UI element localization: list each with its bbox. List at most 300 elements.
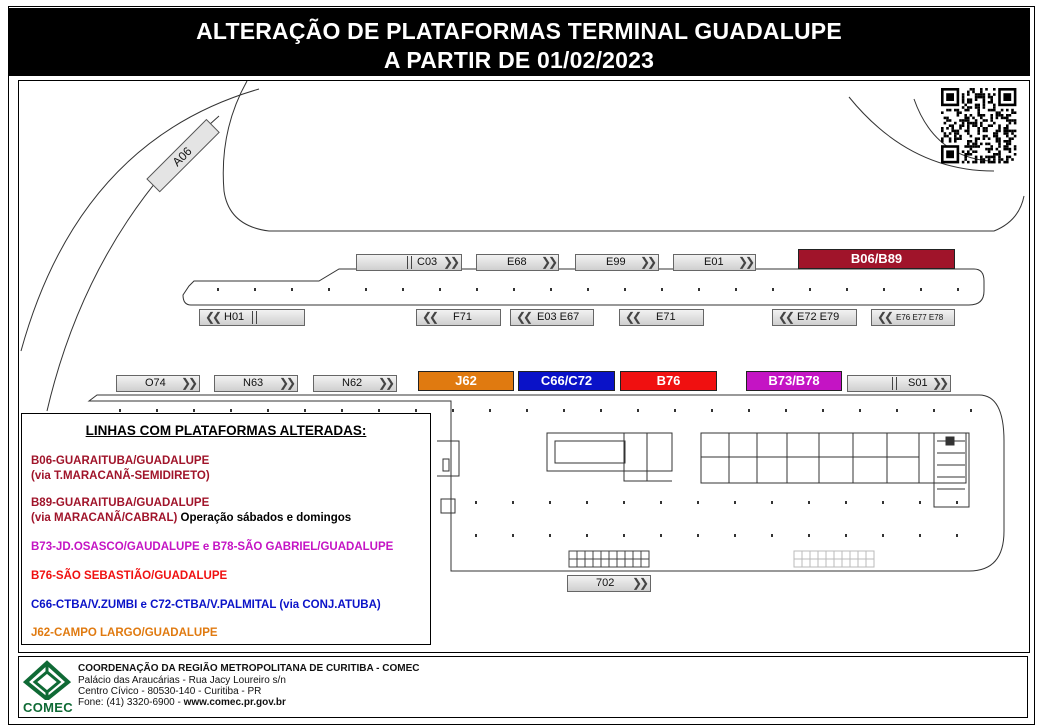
platform-dot [660,501,662,504]
qr-module [1006,127,1009,130]
qr-module [983,96,986,99]
qr-module [962,101,965,104]
qr-module [996,117,999,120]
footer-contact: Fone: (41) 3320-6900 - www.comec.pr.gov.br [78,697,286,708]
qr-module [967,124,970,127]
qr-module [970,153,973,156]
qr-module [988,137,991,140]
qr-module [1006,158,1009,161]
legend-title: LINHAS COM PLATAFORMAS ALTERADAS: [85,423,367,438]
qr-module [972,117,975,120]
qr-finder [946,93,954,101]
platform-dot [822,409,824,412]
qr-module [1009,156,1012,159]
qr-module [996,130,999,133]
qr-module [954,130,957,133]
qr-module [977,132,980,135]
qr-module [988,93,991,96]
platform-dot [439,288,441,291]
qr-module [957,109,960,112]
qr-module [990,101,993,104]
platform-dot [550,288,552,291]
qr-module [954,132,957,135]
footer-address-2: Centro Cívico - 80530-140 - Curitiba - PR [78,686,262,697]
qr-code [941,88,1016,163]
platform-dot [623,501,625,504]
qr-module [972,88,975,91]
qr-module [975,124,978,127]
qr-module [949,132,952,135]
platform-dot [711,409,713,412]
qr-module [967,106,970,109]
platform-dot [735,288,737,291]
platform-dot [697,534,699,537]
qr-module [993,93,996,96]
qr-module [944,122,947,125]
qr-module [970,122,973,125]
qr-module [967,117,970,120]
qr-module [964,156,967,159]
footer-address-1: Palácio das Araucárias - Rua Jacy Loureiro s/n [78,675,286,686]
header-banner [8,8,1030,76]
qr-module [988,156,991,159]
platform-dot [956,534,958,537]
qr-module [967,145,970,148]
qr-module [975,98,978,101]
qr-module [977,106,980,109]
platform-dot [808,534,810,537]
qr-module [1009,130,1012,133]
qr-module [1001,158,1004,161]
qr-module [1011,109,1014,112]
qr-module [988,158,991,161]
qr-module [1006,143,1009,146]
platform-dot [845,501,847,504]
platform-dot [956,501,958,504]
qr-module [1011,119,1014,122]
platform-j62: J62 [418,371,514,391]
qr-module [990,96,993,99]
qr-module [983,106,986,109]
qr-module [967,122,970,125]
qr-module [946,109,949,112]
road-label-a06: A06 [169,144,195,170]
platform-dot [489,409,491,412]
qr-module [980,158,983,161]
qr-module [993,106,996,109]
qr-module [972,145,975,148]
platform-dot [549,501,551,504]
qr-module [993,153,996,156]
platform-dot [785,409,787,412]
logo-wordmark: COMEC [23,700,73,715]
comec-logo [21,660,73,716]
qr-module [1006,135,1009,138]
qr-module [1003,140,1006,143]
qr-module [983,119,986,122]
qr-module [975,137,978,140]
qr-module [1003,148,1006,151]
platform-dot [808,501,810,504]
qr-module [975,106,978,109]
qr-module [975,104,978,107]
platform-dot [957,288,959,291]
qr-module [1014,135,1017,138]
qr-module [1014,145,1017,148]
platform-c66-c72: C66/C72 [518,371,615,391]
platform-702: 702 ❯❯ [567,575,651,592]
footer [18,656,1028,718]
qr-module [975,143,978,146]
qr-module [1009,114,1012,117]
qr-module [959,137,962,140]
qr-module [1011,130,1014,133]
qr-module [975,122,978,125]
legend-item-j62: J62-CAMPO LARGO/GUADALUPE [31,627,218,639]
qr-module [964,104,967,107]
qr-module [957,137,960,140]
platform-e76-e77-e78: ❮❮ E76 E77 E78 [871,309,955,326]
platform-b06-b89: B06/B89 [798,249,955,269]
qr-module [993,156,996,159]
qr-module [962,124,965,127]
qr-module [975,145,978,148]
qr-module [946,135,949,138]
qr-module [980,143,983,146]
qr-module [1001,109,1004,112]
platform-e68: E68 ❯❯ [476,254,559,271]
qr-module [1006,130,1009,133]
qr-module [967,130,970,133]
qr-module [998,145,1001,148]
platform-dot [845,534,847,537]
qr-module [1009,150,1012,153]
qr-module [1006,156,1009,159]
qr-module [983,135,986,138]
platform-dot [365,288,367,291]
qr-module [983,98,986,101]
qr-module [990,161,993,164]
qr-module [970,140,973,143]
qr-module [988,96,991,99]
qr-module [967,143,970,146]
platform-dot [771,501,773,504]
qr-module [1009,119,1012,122]
qr-module [990,117,993,120]
qr-module [983,130,986,133]
qr-module [990,119,993,122]
qr-module [993,158,996,161]
qr-module [977,109,980,112]
qr-module [998,124,1001,127]
qr-module [998,143,1001,146]
qr-module [957,111,960,114]
qr-module [980,122,983,125]
qr-module [941,111,944,114]
qr-module [959,135,962,138]
qr-module [949,137,952,140]
qr-module [964,130,967,133]
qr-module [1006,114,1009,117]
platform-a06 [147,120,219,192]
qr-module [1009,137,1012,140]
qr-module [980,161,983,164]
qr-module [1006,119,1009,122]
qr-module [983,158,986,161]
qr-module [946,127,949,130]
platform-dot [920,288,922,291]
qr-module [1014,153,1017,156]
platform-dot [933,409,935,412]
qr-module [962,93,965,96]
qr-module [996,111,999,114]
qr-module [985,148,988,151]
qr-module [988,148,991,151]
qr-module [975,119,978,122]
platform-e72-e79: ❮❮ E72 E79 [772,309,857,326]
platform-dot [624,288,626,291]
platform-n62: N62 ❯❯ [313,375,397,392]
qr-module [985,130,988,133]
qr-module [996,153,999,156]
qr-module [996,114,999,117]
qr-module [944,135,947,138]
changed-lines-legend [21,413,431,645]
qr-module [962,98,965,101]
qr-finder [946,150,954,158]
qr-module [941,130,944,133]
qr-module [998,156,1001,159]
platform-dot [859,409,861,412]
qr-module [954,137,957,140]
qr-module [967,132,970,135]
platform-dot [772,288,774,291]
qr-module [985,119,988,122]
qr-module [970,114,973,117]
qr-module [1001,117,1004,120]
platform-dot [475,534,477,537]
qr-module [985,88,988,91]
qr-module [959,119,962,122]
qr-module [977,137,980,140]
platform-dot [809,288,811,291]
qr-module [970,148,973,151]
qr-module [996,135,999,138]
qr-module [967,150,970,153]
platform-e99: E99 ❯❯ [575,254,659,271]
platform-dot [771,534,773,537]
qr-module [993,88,996,91]
platform-o74: O74 ❯❯ [116,375,200,392]
platform-s01: S01 ❯❯ [847,375,951,392]
qr-module [964,158,967,161]
platform-dot [217,288,219,291]
qr-module [990,124,993,127]
qr-module [975,93,978,96]
qr-module [980,117,983,120]
qr-module [954,140,957,143]
qr-module [972,150,975,153]
qr-module [977,130,980,133]
qr-module [972,91,975,94]
qr-module [975,140,978,143]
qr-module [1014,148,1017,151]
qr-module [1009,143,1012,146]
qr-module [949,109,952,112]
qr-module [983,161,986,164]
platform-dot [452,409,454,412]
platform-dot [415,409,417,412]
qr-module [998,114,1001,117]
qr-module [967,140,970,143]
platform-dot [698,288,700,291]
qr-module [951,124,954,127]
qr-module [990,109,993,112]
qr-module [941,137,944,140]
page-title: ALTERAÇÃO DE PLATAFORMAS TERMINAL GUADALUPE [196,18,842,44]
qr-module [1006,109,1009,112]
north-platform-island [183,269,984,305]
platform-f71: ❮❮ F71 [416,309,501,326]
qr-module [964,145,967,148]
qr-module [1006,124,1009,127]
road-loop [223,81,1024,231]
road-curve-inner [47,116,219,411]
legend-item-b06: B06-GUARAITUBA/GUADALUPE (via T.MARACANÃ-SEMIDIRETO) [31,455,210,482]
legend-item-b89: B89-GUARAITUBA/GUADALUPE (via MARACANÃ/CABRAL) Operação sábados e domingos [31,497,352,524]
legend-item-b73-b78: B73-JD.OSASCO/GAUDALUPE e B78-SÃO GABRIEL/GUADALUPE [31,541,394,553]
qr-module [1006,117,1009,120]
platform-dot [586,501,588,504]
qr-module [1014,111,1017,114]
qr-module [996,140,999,143]
platform-dot [512,501,514,504]
platform-dot [734,534,736,537]
qr-module [996,137,999,140]
qr-module [988,101,991,104]
qr-module [980,96,983,99]
qr-module [970,88,973,91]
footer-org: COORDENAÇÃO DA REGIÃO METROPOLITANA DE CURITIBA - COMEC [78,663,420,674]
platform-dot [156,409,158,412]
platform-dot [267,409,269,412]
qr-module [1006,132,1009,135]
qr-module [962,119,965,122]
platform-dot [660,534,662,537]
qr-module [990,98,993,101]
qr-module [962,96,965,99]
qr-module [975,158,978,161]
platform-dot [748,409,750,412]
qr-module [1014,122,1017,125]
qr-module [985,143,988,146]
qr-module [1003,161,1006,164]
qr-module [970,98,973,101]
qr-module [977,104,980,107]
qr-module [990,156,993,159]
qr-module [983,104,986,107]
qr-module [985,135,988,138]
qr-module [988,143,991,146]
qr-module [959,124,962,127]
qr-module [946,119,949,122]
qr-module [941,140,944,143]
qr-module [983,101,986,104]
qr-module [980,91,983,94]
platform-dot [475,501,477,504]
platform-e01: E01 ❯❯ [673,254,756,271]
qr-module [1011,111,1014,114]
qr-module [967,98,970,101]
qr-module [993,161,996,164]
qr-module [993,122,996,125]
qr-module [977,145,980,148]
qr-module [962,106,965,109]
page-subtitle: A PARTIR DE 01/02/2023 [383,47,655,73]
platform-dot [563,409,565,412]
platform-dot [586,534,588,537]
qr-module [998,158,1001,161]
platform-b73-b78: B73/B78 [746,371,842,391]
qr-module [964,117,967,120]
qr-module [967,101,970,104]
qr-module [983,114,986,117]
platform-dot [637,409,639,412]
qr-module [993,132,996,135]
qr-module [990,114,993,117]
platform-dot [661,288,663,291]
legend-note: Operação sábados e domingos [180,512,352,524]
qr-module [972,122,975,125]
qr-module [1009,140,1012,143]
platform-dot [883,288,885,291]
qr-module [983,127,986,130]
qr-module [970,101,973,104]
legend-item-b76: B76-SÃO SEBASTIÃO/GUADALUPE [31,570,228,582]
qr-module [996,132,999,135]
qr-module [972,143,975,146]
platform-dot [600,409,602,412]
qr-module [957,132,960,135]
qr-module [983,137,986,140]
qr-module [1009,148,1012,151]
qr-module [970,145,973,148]
platform-dot [328,288,330,291]
platform-dot [254,288,256,291]
qr-module [975,161,978,164]
platform-dot [587,288,589,291]
qr-module [954,109,957,112]
qr-module [967,91,970,94]
qr-module [993,109,996,112]
comec-logo-mark-icon [21,660,73,700]
qr-module [949,140,952,143]
qr-module [1014,130,1017,133]
qr-module [970,106,973,109]
qr-module [944,117,947,120]
qr-module [993,135,996,138]
qr-module [1001,114,1004,117]
platform-h01: ❮❮ H01 [199,309,305,326]
qr-module [980,156,983,159]
platform-dot [970,409,972,412]
qr-module [1003,130,1006,133]
qr-module [1006,148,1009,151]
qr-module [985,127,988,130]
platform-dot [402,288,404,291]
platform-c03: C03 ❯❯ [356,254,462,271]
qr-module [962,161,965,164]
